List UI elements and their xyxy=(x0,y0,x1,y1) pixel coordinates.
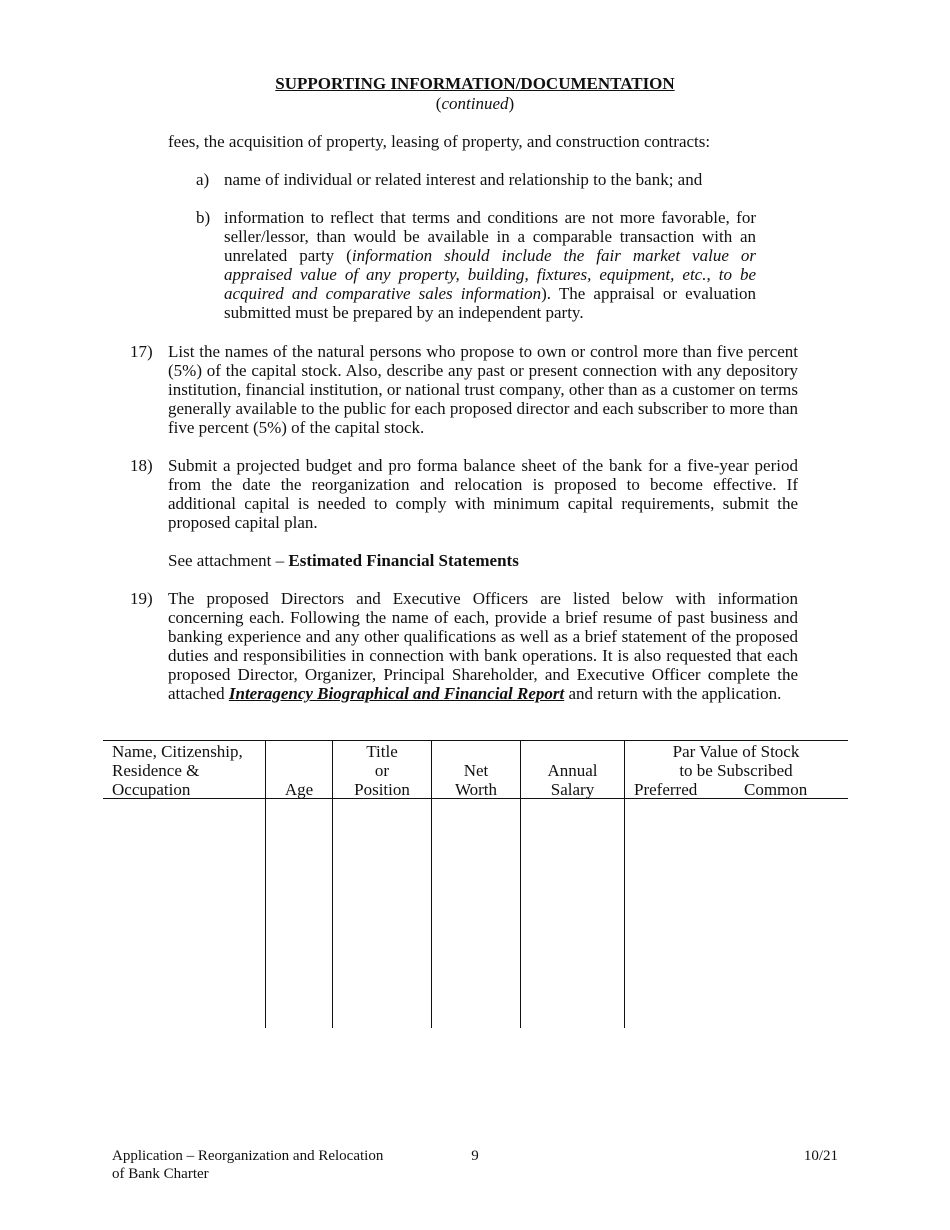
header-networth-column xyxy=(432,761,520,799)
biographical-report-link[interactable]: Interagency Biographical and Financial Report xyxy=(228,684,565,703)
sub-item-b-text-italic: information should include the fair market value or appraised value of any property, building, fixtures, equipment, etc., to be acquired and comparative sales information xyxy=(224,246,756,303)
item-19 xyxy=(130,589,798,703)
table-top-rule xyxy=(103,740,848,741)
footer-page-number: 9 xyxy=(471,1148,479,1164)
attachment-note xyxy=(168,551,768,570)
item-17-number: 17) xyxy=(130,342,153,361)
subtitle-close-paren: ) xyxy=(508,94,515,113)
sub-item-b-text xyxy=(224,208,756,322)
item-18-number: 18) xyxy=(130,456,153,475)
subtitle-open-paren: ( xyxy=(435,94,442,113)
header-title-column xyxy=(333,742,431,799)
item-19-text-post: and return with the application. xyxy=(564,684,782,703)
footer-form-name xyxy=(112,1147,432,1183)
header-name-line1: Name, Citizenship, xyxy=(112,742,243,761)
sub-item-b-text-pre: information to reflect that terms and conditions are not more favorable, for seller/lessor, than would be available in a comparable transaction with an unrelated party ( xyxy=(224,208,756,265)
sub-item-b-marker: b) xyxy=(196,208,211,227)
item-18 xyxy=(130,456,798,532)
header-title-line1: Title xyxy=(366,742,398,761)
header-salary-line2: Salary xyxy=(550,780,595,799)
header-parvalue-line1: Par Value of Stock xyxy=(672,742,800,761)
item-18-text: Submit a projected budget and pro forma balance sheet of the bank for a five-year period from the date the reorganization and relocation is proposed to become effective. If additional capital is needed to comply with minimum capital requirements, submit the proposed capital plan. xyxy=(168,456,798,532)
header-name-line2: Residence & xyxy=(112,761,200,780)
sub-item-a-text: name of individual or related interest and relationship to the bank; and xyxy=(224,170,703,189)
header-common: Common xyxy=(744,780,808,799)
intro-paragraph: fees, the acquisition of property, leasing of property, and construction contracts: xyxy=(168,132,711,151)
attachment-title: Estimated Financial Statements xyxy=(288,551,519,570)
header-age: Age xyxy=(284,780,314,799)
item-19-number: 19) xyxy=(130,589,153,608)
header-parvalue-column xyxy=(625,742,847,780)
footer-form-name-line2: of Bank Charter xyxy=(112,1166,209,1182)
header-preferred: Preferred xyxy=(634,780,698,799)
header-salary-column xyxy=(521,761,624,799)
header-networth-line1: Net xyxy=(463,761,489,780)
officers-table xyxy=(103,740,848,1028)
attachment-prefix: See attachment – xyxy=(168,551,289,570)
subtitle-continued: continued xyxy=(441,94,509,113)
table-divider xyxy=(624,740,625,1028)
header-title-line2: or xyxy=(374,761,390,780)
item-19-text-pre: The proposed Directors and Executive Officers are listed below with information concerning each. Following the name of each, provide a brief resume of past business and banking experience and any other qualifications as well as a brief statement of the proposed duties and responsibilities in connection with bank operations. It is also requested that each proposed Director, Organizer, Principal Shareholder, and Executive Officer complete the attached xyxy=(168,589,798,703)
header-name-line3: Occupation xyxy=(112,780,191,799)
page-subtitle xyxy=(0,94,950,113)
footer-revision-date: 10/21 xyxy=(803,1148,838,1164)
item-17-text: List the names of the natural persons who propose to own or control more than five percent (5%) of the capital stock. Also, describe any past or present connection with any depository institution, financial institution, or national trust company, other than as a customer on terms generally available to the public for each proposed director and each subscriber to more than five percent (5%) of the capital stock. xyxy=(168,342,798,437)
header-title-line3: Position xyxy=(354,780,410,799)
header-name-column xyxy=(112,742,262,799)
header-age-column xyxy=(266,780,332,799)
sub-item-b xyxy=(196,208,756,322)
item-19-text xyxy=(168,589,798,703)
footer-form-name-line1: Application – Reorganization and Relocation xyxy=(112,1148,384,1164)
sub-item-b-text-post: ). The appraisal or evaluation submitted must be prepared by an independent party. xyxy=(224,284,756,322)
page-title: SUPPORTING INFORMATION/DOCUMENTATION xyxy=(275,74,675,93)
item-17 xyxy=(130,342,798,437)
header-networth-line2: Worth xyxy=(454,780,498,799)
sub-item-a-marker: a) xyxy=(196,170,210,189)
header-salary-line1: Annual xyxy=(547,761,598,780)
sub-item-a xyxy=(196,170,756,189)
header-parvalue-line2: to be Subscribed xyxy=(679,761,793,780)
